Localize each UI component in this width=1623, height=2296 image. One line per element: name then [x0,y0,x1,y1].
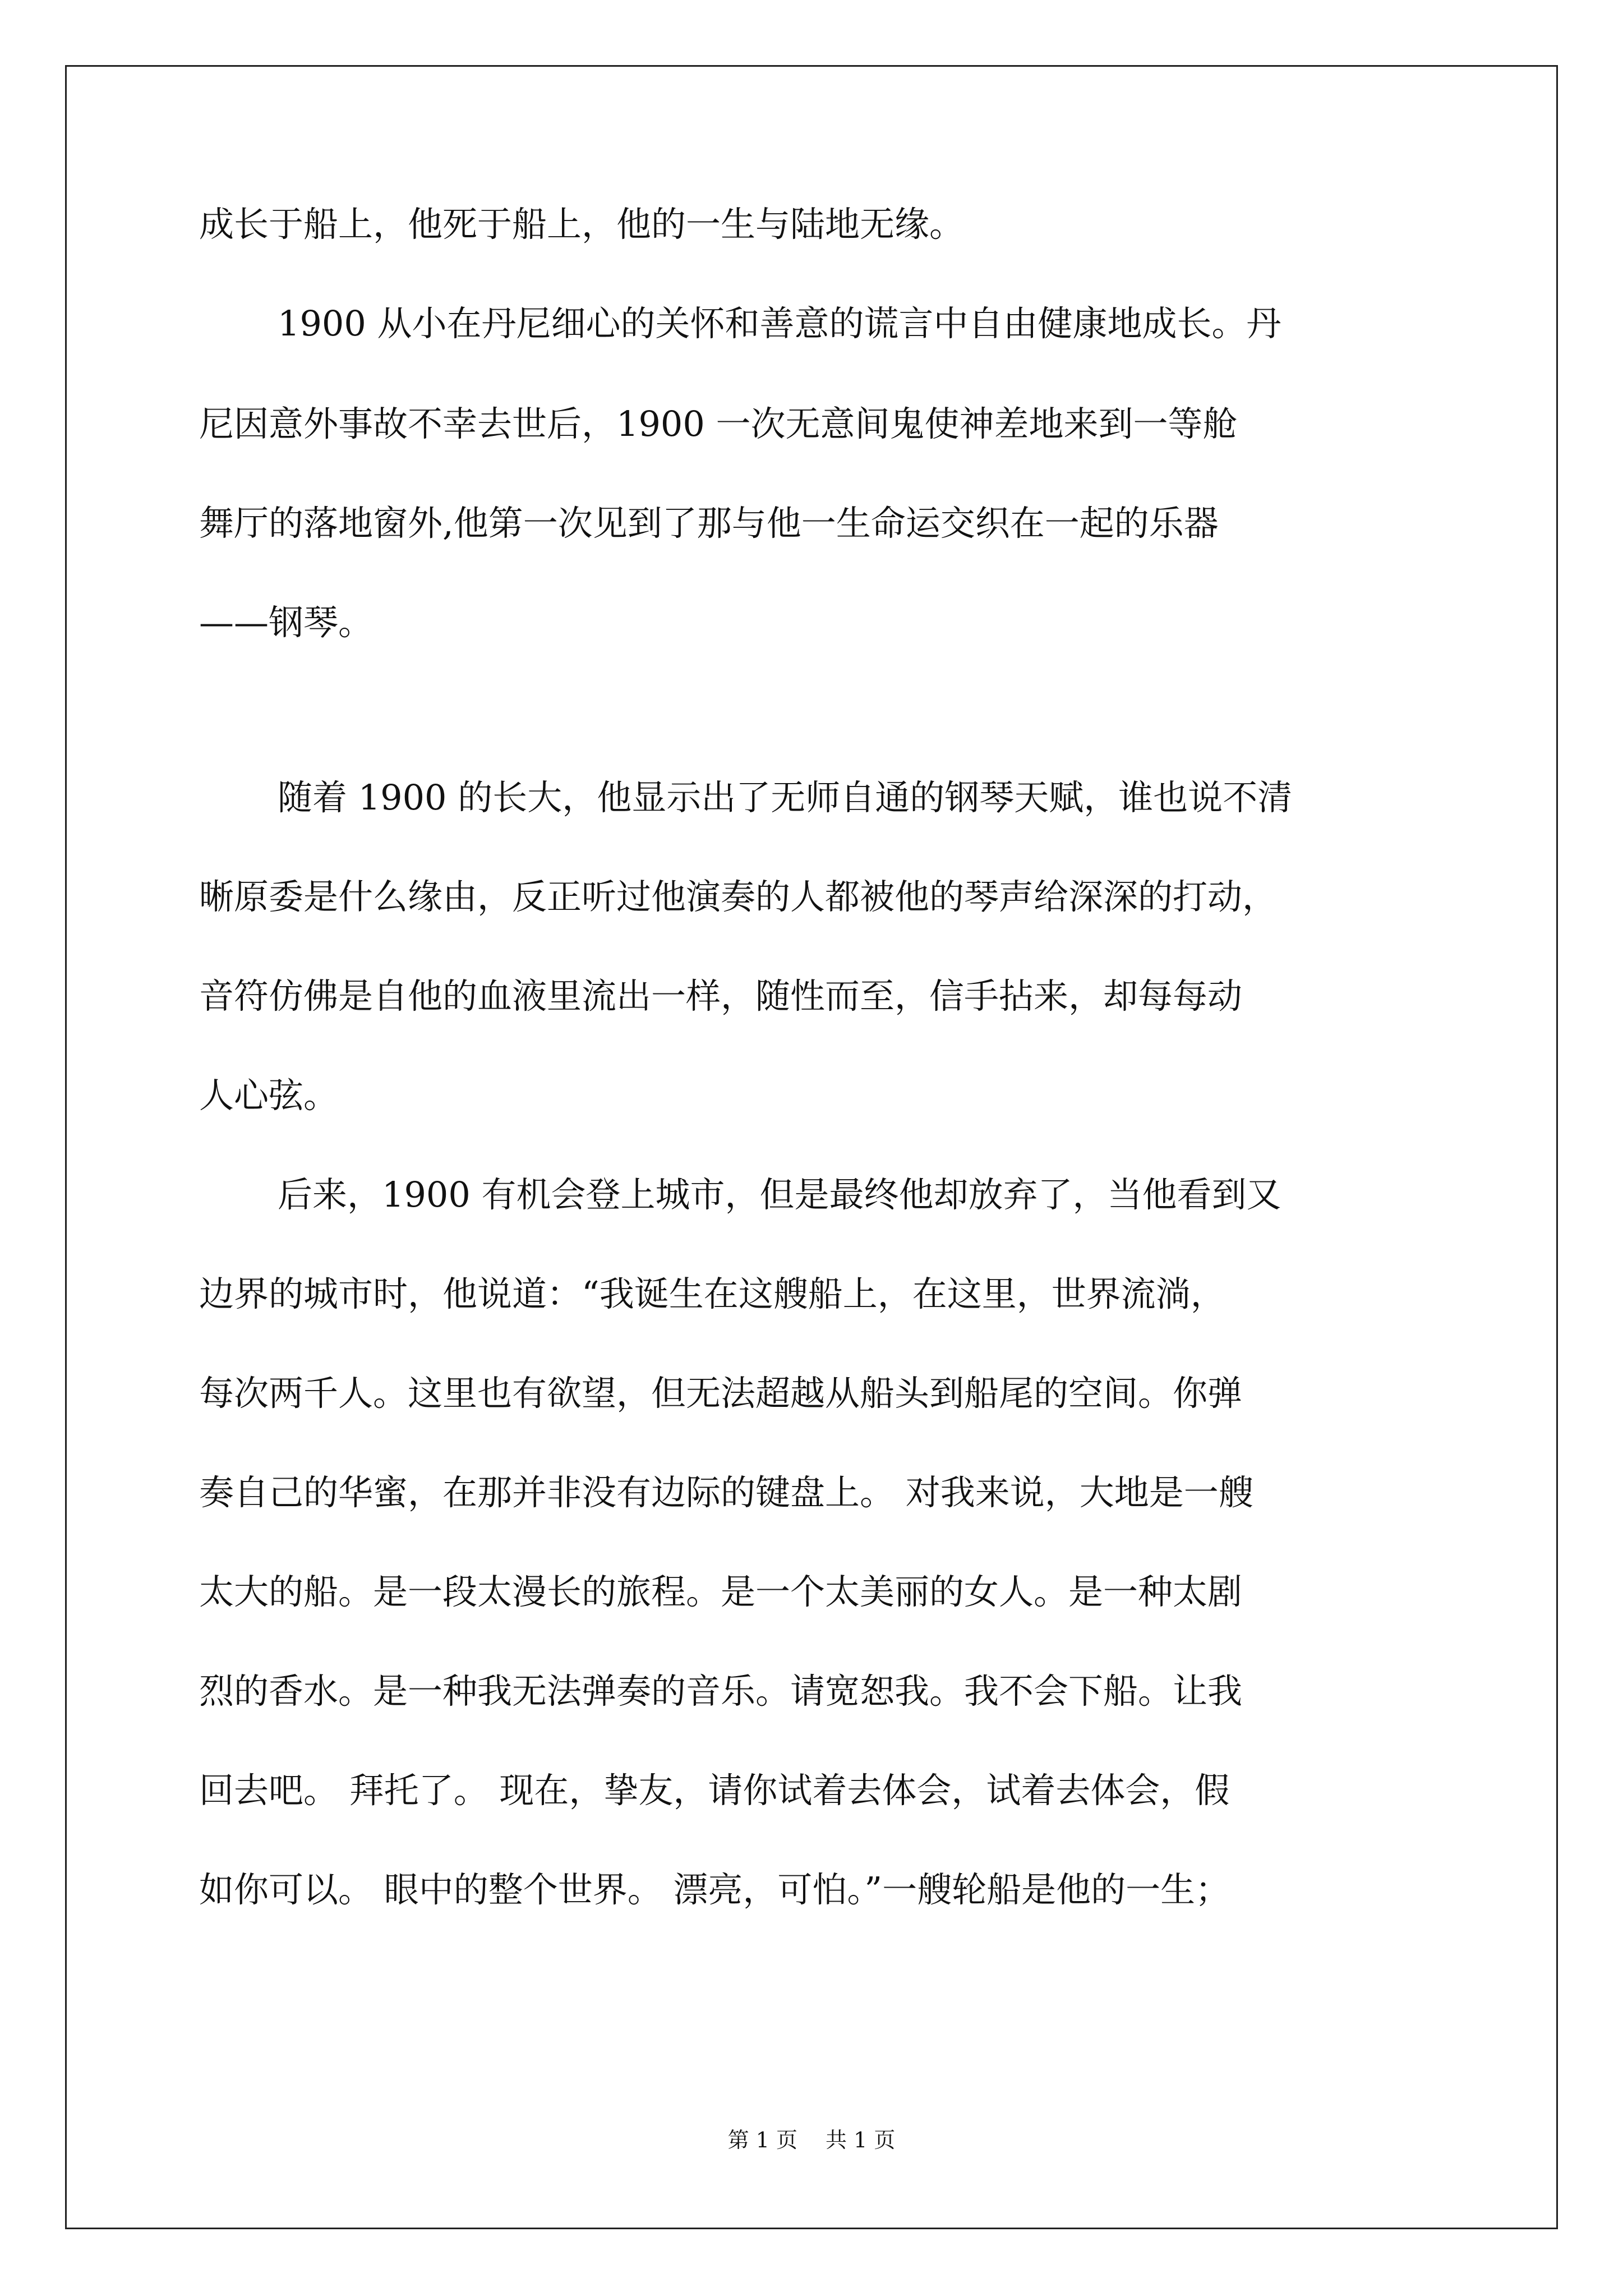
text-line: 尼因意外事故不幸去世后，1900 一次无意间鬼使神差地来到一等舱 [199,403,1238,444]
page-number-footer: 第 1 页 共 1 页 [727,2128,896,2152]
text-line: 烈的香水。是一种我无法弹奏的音乐。请宽恕我。我不会下船。让我 [199,1671,1243,1711]
text-line: 每次两千人。这里也有欲望，但无法超越从船头到船尾的空间。你弹 [199,1373,1243,1414]
text-line: 如你可以。 眼中的整个世界。 漂亮，可怕。”一艘轮船是他的一生； [199,1869,1230,1910]
text-line: 人心弦。 [199,1075,339,1116]
text-line: 回去吧。 拜托了。 现在，挚友，请你试着去体会，试着去体会，假 [199,1770,1230,1811]
text-line: ——钢琴。 [199,602,374,643]
text-line: 奏自己的华蜜，在那并非没有边际的键盘上。 对我来说，大地是一艘 [199,1472,1253,1513]
text-line: 舞厅的落地窗外,他第一次见到了那与他一生命运交织在一起的乐器 [199,503,1219,544]
text-line: 1900 从小在丹尼细心的关怀和善意的谎言中自由健康地成长。丹 [278,303,1281,344]
text-line: 太大的船。是一段太漫长的旅程。是一个太美丽的女人。是一种太剧 [199,1571,1243,1612]
text-line: 音符仿佛是自他的血液里流出一样，随性而至，信手拈来，却每每动 [199,976,1243,1016]
text-line: 边界的城市时，他说道：“我诞生在这艘船上，在这里，世界流淌， [199,1273,1225,1314]
text-line: 后来，1900 有机会登上城市，但是最终他却放弃了，当他看到又 [278,1174,1281,1215]
text-line: 晰原委是什么缘由，反正听过他演奏的人都被他的琴声给深深的打动， [199,876,1278,917]
text-line: 随着 1900 的长大，他显示出了无师自通的钢琴天赋，谁也说不清 [278,777,1293,818]
text-line: 成长于船上，他死于船上，他的一生与陆地无缘。 [199,204,965,245]
